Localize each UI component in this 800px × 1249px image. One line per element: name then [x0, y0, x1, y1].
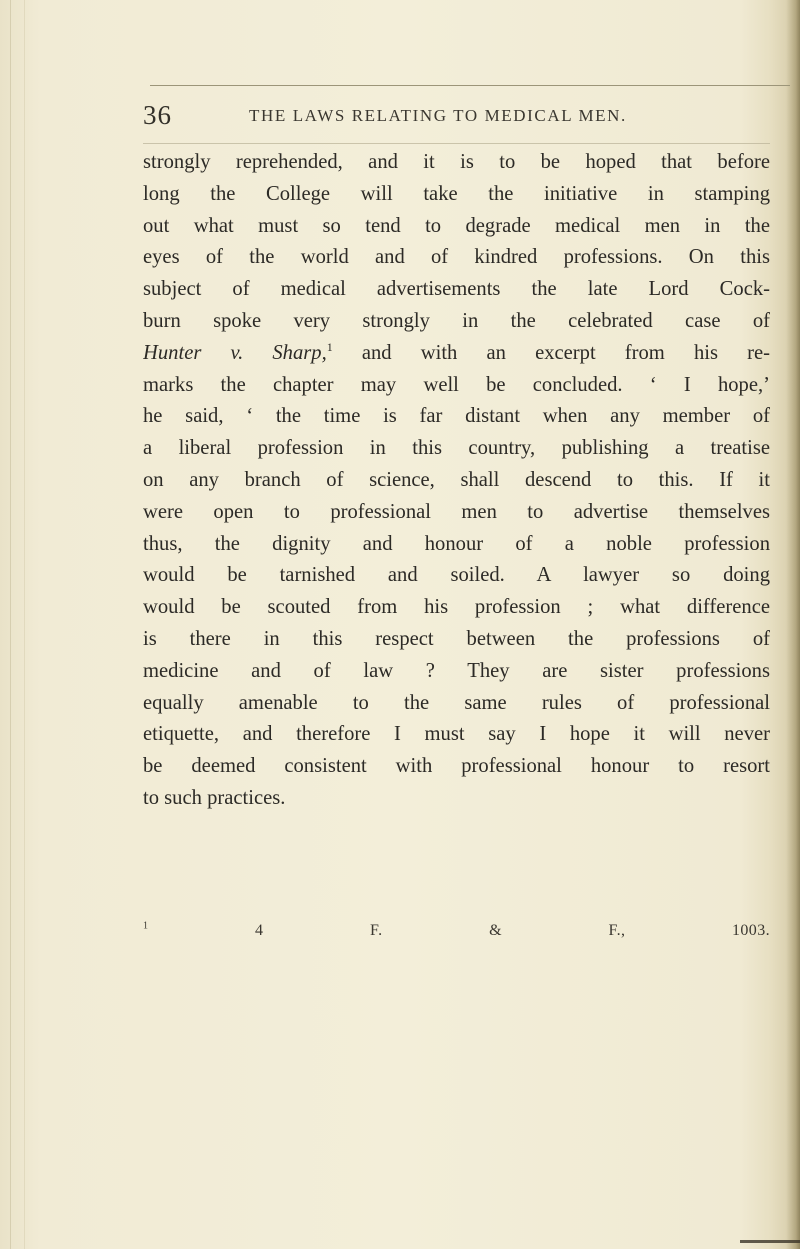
text-line: subject of medical advertisements the late Lord Cock- — [143, 278, 770, 301]
gutter-rule — [24, 0, 25, 1249]
footnote-ref: 1 — [326, 339, 333, 354]
text-line: on any branch of science, shall descend to this. If it — [143, 468, 770, 491]
edge-mark — [740, 1240, 800, 1243]
footnote-text: 4 F. & F., 1003. — [148, 922, 770, 939]
body-text — [143, 147, 770, 939]
top-rule — [150, 85, 790, 86]
footnote-marker: 1 — [143, 920, 149, 932]
page-number: 36 — [143, 100, 172, 130]
text-line: to such practices. — [143, 786, 286, 809]
text-line: equally amenable to the same rules of professional — [143, 691, 770, 714]
text-line: thus, the dignity and honour of a noble profession — [143, 532, 770, 555]
binding-edge — [786, 0, 800, 1249]
text-line: burn spoke very strongly in the celebrated case of — [143, 309, 770, 332]
text-line: long the College will take the initiative in stamping — [143, 182, 770, 205]
text-line: be deemed consistent with professional honour to resort — [143, 755, 770, 778]
text-line: a liberal profession in this country, publishing a treatise — [143, 437, 770, 460]
text-line: strongly reprehended, and it is to be hoped that before — [143, 151, 770, 173]
text-line: were open to professional men to advertise themselves — [143, 500, 770, 523]
gutter-rule — [10, 0, 11, 1249]
text-line: he said, ‘ the time is far distant when any member of — [143, 405, 770, 428]
text-line: etiquette, and therefore I must say I hope it will never — [143, 723, 770, 746]
case-name: Hunter v. Sharp, — [143, 341, 327, 364]
page-header — [143, 100, 763, 130]
text-line: out what must so tend to degrade medical men in the — [143, 214, 770, 237]
running-head: THE LAWS RELATING TO MEDICAL MEN. — [249, 106, 627, 125]
text-line: would be tarnished and soiled. A lawyer so doing — [143, 564, 770, 587]
text-line: medicine and of law ? They are sister professions — [143, 659, 770, 682]
text-line: is there in this respect between the professions of — [143, 627, 770, 650]
text-line-with-case — [143, 338, 770, 370]
footnote — [143, 915, 770, 947]
text-line: would be scouted from his profession ; what difference — [143, 596, 770, 619]
text-line-rest: and with an excerpt from his re- — [361, 341, 770, 364]
text-line: eyes of the world and of kindred professions. On this — [143, 246, 770, 269]
text-line: marks the chapter may well be concluded. ‘ I hope,’ — [143, 373, 770, 396]
header-rule — [143, 143, 770, 144]
